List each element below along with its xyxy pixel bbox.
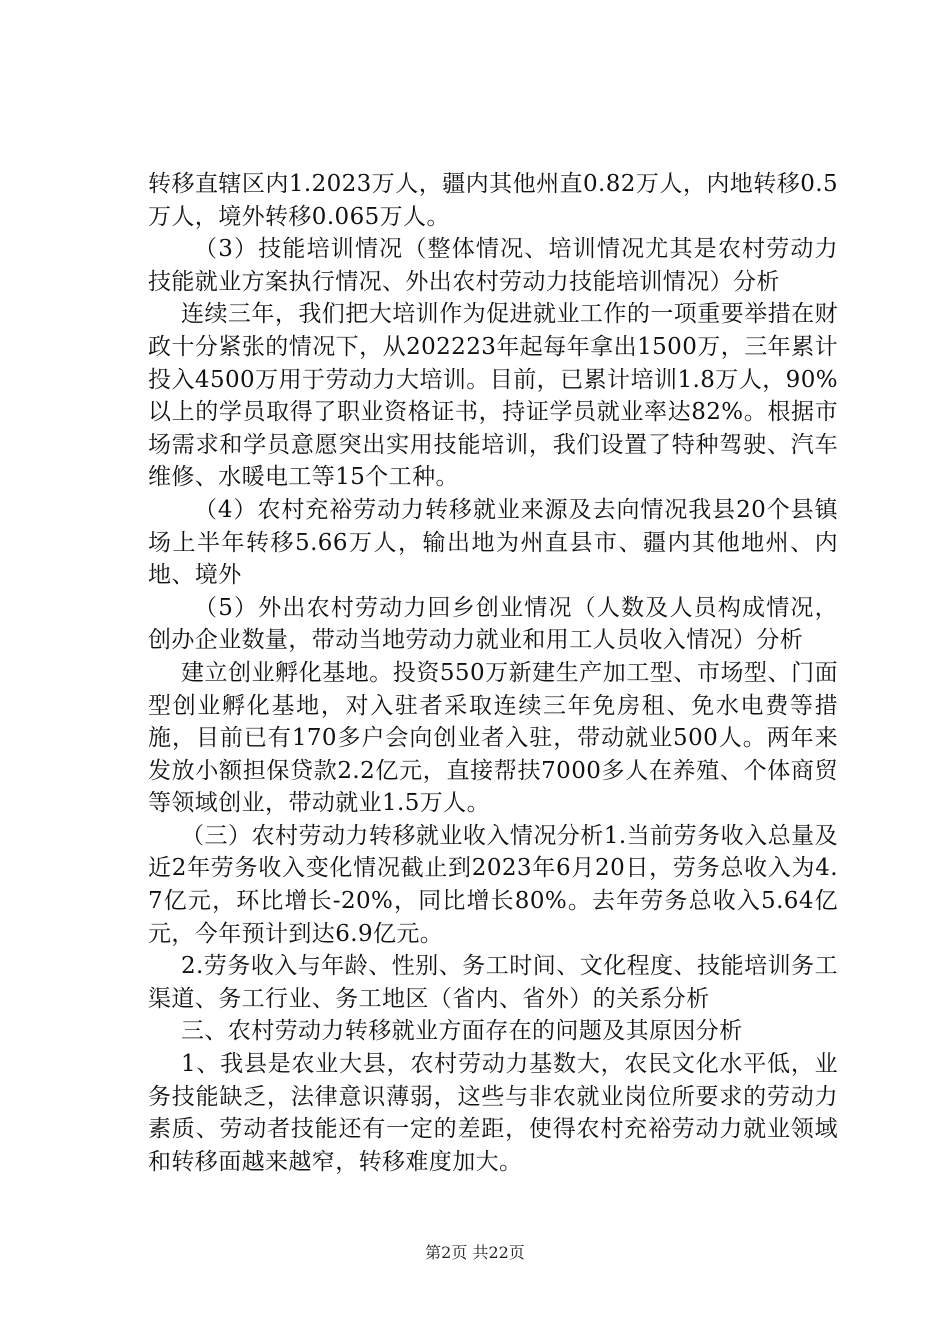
paragraph-transfer-source: （4）农村充裕劳动力转移就业来源及去向情况我县20个县镇场上半年转移5.66万人，输出地为州直县市、疆内其他地州、内地、境外 xyxy=(148,496,838,589)
section-heading-problems: 三、农村劳动力转移就业方面存在的问题及其原因分析 xyxy=(181,1018,743,1045)
paragraph-problem-one: 1、我县是农业大县，农村劳动力基数大，农民文化水平低，业务技能缺乏，法律意识薄弱，这些与非农就业岗位所要求的劳动力素质、劳动者技能还有一定的差距，使得农村充裕劳动力就业领域和转移面越来越窄，转移难度加大。 xyxy=(148,1051,838,1175)
paragraph-return-entrepreneurship-heading: （5）外出农村劳动力回乡创业情况（人数及人员构成情况，创办企业数量，带动当地劳动力就业和用工人员收入情况）分析 xyxy=(148,594,838,654)
page-number-footer: 第2页 共22页 xyxy=(425,1243,525,1262)
paragraph-income-analysis: （三）农村劳动力转移就业收入情况分析1.当前劳务收入总量及近2年劳务收入变化情况截止到2023年6月20日，劳务总收入为4.7亿元，环比增长-20%，同比增长80%。去年劳务总收入5.64亿元，今年预计到达6.9亿元。 xyxy=(148,822,838,947)
paragraph-skill-training-heading: （3）技能培训情况（整体情况、培训情况尤其是农村劳动力技能就业方案执行情况、外出农村劳动力技能培训情况）分析 xyxy=(148,236,838,295)
paragraph-incubation-base: 建立创业孵化基地。投资550万新建生产加工型、市场型、门面型创业孵化基地，对入驻者采取连续三年免房租、免水电费等措施，目前已有170多户会向创业者入驻，带动就业500人。两年来发放小额担保贷款2.2亿元，直接帮扶7000多人在养殖、个体商贸等领域创业，带动就业1.5万人。 xyxy=(148,659,838,817)
paragraph-training-details: 连续三年，我们把大培训作为促进就业工作的一项重要举措在财政十分紧张的情况下，从202223年起每年拿出1500万，三年累计投入4500万用于劳动力大培训。目前，已累计培训1.8万人，90%以上的学员取得了职业资格证书，持证学员就业率达82%。根据市场需求和学员意愿突出实用技能培训，我们设置了特种驾驶、汽车维修、水暖电工等15个工种。 xyxy=(148,301,838,491)
paragraph-income-relation: 2.劳务收入与年龄、性别、务工时间、文化程度、技能培训务工渠道、务工行业、务工地区（省内、省外）的关系分析 xyxy=(148,953,838,1012)
document-body xyxy=(148,168,838,1178)
paragraph-transfer-summary: 转移直辖区内1.2023万人，疆内其他州直0.82万人，内地转移0.5万人，境外转移0.065万人。 xyxy=(148,171,838,230)
